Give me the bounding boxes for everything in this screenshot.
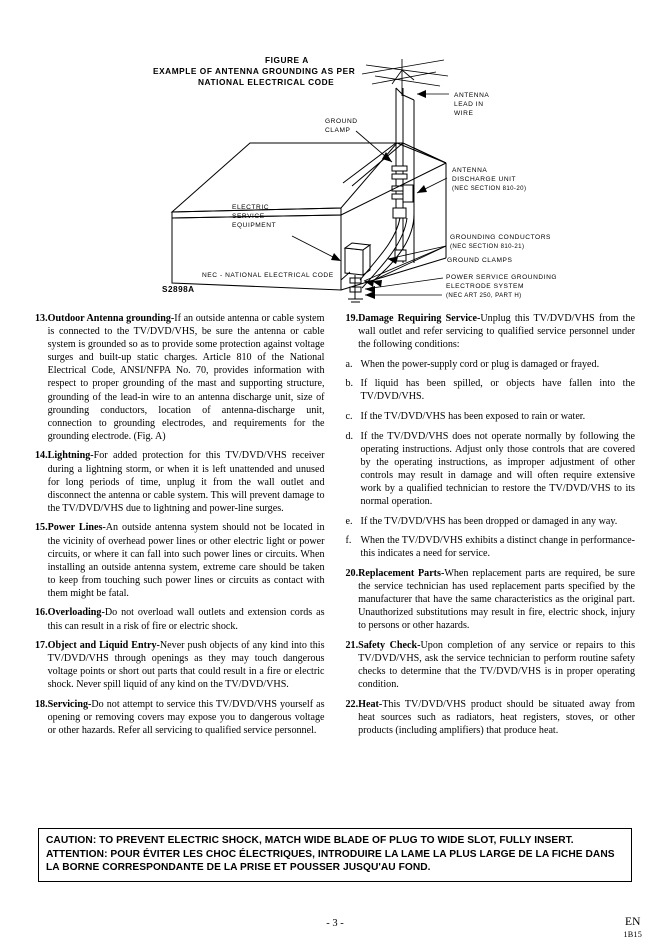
figure-title-line3: NATIONAL ELECTRICAL CODE [198,77,335,87]
instruction-body [48,449,325,514]
instruction-number: 15. [35,522,48,534]
instruction-text: When the TV/DVD/VHS exhibits a distinct change in performance-this indicates a need for service. [360,535,636,560]
instruction-text: When the power-supply cord or plug is damaged or frayed. [360,358,600,370]
instruction-body [361,534,636,560]
label-ground-clamp-1: GROUND [325,118,358,125]
label-electric-service-1: ELECTRIC [232,204,270,211]
figure-title-line1: FIGURE A [265,55,309,65]
instruction-body [358,698,635,737]
antenna-discharge-unit-graphic [403,185,413,202]
instruction-body [361,515,636,528]
instruction-item [346,639,636,691]
instruction-item [346,377,636,403]
safety-instructions-columns [35,312,635,744]
instruction-body [361,358,636,371]
instruction-text: For added protection for this TV/DVD/VHS receiver during a lightning storm, or when it is left unattended and unused for long periods of time, unplug it from the wall outlet and disconnect the antenna or cable system. This will prevent damage to the TV/DVD/VHS due to lightning and power-line surges. [47,450,325,514]
instruction-lead: Object and Liquid Entry- [47,640,160,652]
instruction-body [48,312,325,443]
instruction-item [35,606,325,632]
caution-notice-box [38,828,632,882]
instruction-text: If the TV/DVD/VHS has been dropped or damaged in any way. [360,515,618,527]
instruction-number: 19. [345,313,359,324]
instruction-body [48,606,325,632]
instruction-item [346,312,636,351]
right-text-column [346,312,636,744]
footer-document-code: 1B15 [623,929,642,939]
instruction-item [346,698,636,737]
instruction-item [346,430,636,509]
instruction-text: Upon completion of any service or repairs to this TV/DVD/VHS, ask the service technician to perform routine safety checks to determine that the TV/DVD/VHS is in proper operating condition. [358,639,635,691]
instruction-item [346,358,636,371]
label-drawing-code: S2898A [162,285,195,294]
footer-language-code: EN [625,916,641,928]
instruction-body [361,410,636,423]
instruction-number: e. [345,515,353,527]
instruction-text: When replacement parts are required, be sure the service technician has used replacement parts specified by the manufacturer that have the same characteristics as the original part. Unauthorized substitutions may result in fire, electric shock, injury to persons or other hazards. [358,568,635,632]
instruction-lead: Power Lines- [47,522,106,534]
caution-text-french: ATTENTION: POUR ÉVITER LES CHOC ÉLECTRIQUES, INTRODUIRE LA LAME LA PLUS LARGE DE LA FICHE DANS LA BORNE CORRESPONDANTE DE LA PRISE ET POUSSER JUSQU'AU FOND. [46,849,615,874]
instruction-lead: Replacement Parts- [358,568,445,579]
instruction-number: d. [345,430,354,442]
mast-clamp-graphics [392,166,407,261]
instruction-number: b. [345,378,354,390]
label-electric-service-2: SERVICE [232,213,265,220]
instruction-number: 16. [35,607,48,619]
instruction-body [358,639,635,691]
instruction-body [358,312,635,351]
left-text-column [35,312,325,744]
instruction-lead: Safety Check- [358,639,421,651]
instruction-item [35,449,325,514]
label-power-service-3: (NEC ART 250, PART H) [446,292,522,299]
instruction-lead: Overloading- [47,607,105,619]
label-grounding-conductors-2: (NEC SECTION 810-21) [450,243,525,250]
label-power-service-1: POWER SERVICE GROUNDING [446,274,558,281]
instruction-number: f. [345,535,352,547]
instruction-number: 13. [35,313,48,324]
instruction-text: An outside antenna system should not be located in the vicinity of overhead power lines or other electric light or power circuits, or where it can fall into such power lines or circuits. When installing an outside antenna system, extreme care should be taken to keep from touching such power lines or circuits as contact with them might be fatal. [47,522,325,599]
antenna-grounding-figure [0,0,670,305]
instruction-lead: Servicing- [47,699,92,711]
instruction-item [35,698,325,737]
instruction-lead: Lightning- [47,450,94,462]
label-antenna-discharge-3: (NEC SECTION 810-20) [452,185,527,192]
instruction-number: 22. [345,698,359,710]
page-number: - 3 - [326,918,344,929]
label-antenna-lead-in-3: WIRE [454,110,474,117]
instruction-item [35,639,325,691]
instruction-text: If the TV/DVD/VHS has been exposed to rain or water. [360,411,586,423]
label-antenna-lead-in-1: ANTENNA [454,92,490,99]
antenna-array-graphic [362,59,448,96]
instruction-item [346,567,636,632]
instruction-text: This TV/DVD/VHS product should be situated away from heat sources such as radiators, heat registers, stoves, or other products (including amplifiers) that produce heat. [358,698,635,737]
label-ground-clamps: GROUND CLAMPS [447,257,513,264]
instruction-text: Do not attempt to service this TV/DVD/VHS yourself as opening or removing covers may expose you to dangerous voltage or other hazards. Refer all servicing to qualified service personnel. [47,699,325,737]
instruction-number: 14. [35,450,48,462]
instruction-item [35,312,325,443]
instruction-body [48,639,325,691]
instruction-number: 18. [35,699,48,711]
instruction-item [35,521,325,600]
instruction-text: Unplug this TV/DVD/VHS from the wall outlet and refer servicing to qualified service personnel under the following conditions: [358,313,635,351]
figure-title-line2: EXAMPLE OF ANTENNA GROUNDING AS PER [153,66,356,76]
instruction-text: If the TV/DVD/VHS does not operate normally by following the operating instructions. Adjust only those controls that are covered by the operating instructions, as improper adjustment of other controls may result in damage and will often require extensive work by a qualified technician to restore the TV/DVD/VHS to its normal operation. [360,430,635,508]
instruction-body [361,430,636,509]
label-ground-clamp-2: CLAMP [325,127,351,134]
instruction-lead: Heat- [358,698,383,710]
instruction-text: Do not overload wall outlets and extension cords as this can result in a risk of fire or electric shock. [47,607,325,632]
instruction-text: If liquid has been spilled, or objects have fallen into the TV/DVD/VHS. [360,378,635,403]
label-nec-footnote: NEC - NATIONAL ELECTRICAL CODE [202,272,334,279]
instruction-lead: Damage Requiring Service- [358,313,481,324]
instruction-item [346,534,636,560]
instruction-number: 20. [345,568,359,579]
label-antenna-discharge-1: ANTENNA [452,167,488,174]
instruction-text: Never push objects of any kind into this TV/DVD/VHS through openings as they may touch dangerous voltage points or short out parts that could result in a fire or electric shock. Never spill liquid of any kind on the TV/DVD/VHS. [47,640,325,691]
label-electric-service-3: EQUIPMENT [232,222,277,229]
label-power-service-2: ELECTRODE SYSTEM [446,283,525,290]
footer-right-block [623,916,642,941]
instruction-body [358,567,635,632]
instruction-text: If an outside antenna or cable system is connected to the TV/DVD/VHS, be sure the antenna or cable system is grounded so as to provide some protection against voltage surges and built-up static charges. Article 810 of the National Electrical Code, ANSI/NFPA No. 70, provides information with respect to proper grounding of the mast and supporting structure, grounding of the lead-in wire to an antenna discharge unit, size of grounding conductors, location of antenna-discharge unit, connection to grounding electrodes, and requirements for the grounding electrode. (Fig. A) [47,313,325,442]
label-grounding-conductors-1: GROUNDING CONDUCTORS [450,234,551,241]
label-antenna-discharge-2: DISCHARGE UNIT [452,176,517,183]
electric-service-equipment-graphic [345,243,370,275]
instruction-body [48,698,325,737]
instruction-body [361,377,636,403]
instruction-body [48,521,325,600]
instruction-item [346,515,636,528]
instruction-number: 21. [345,639,359,651]
instruction-item [346,410,636,423]
instruction-lead: Outdoor Antenna grounding- [47,313,175,324]
caution-text-english: CAUTION: TO PREVENT ELECTRIC SHOCK, MATCH WIDE BLADE OF PLUG TO WIDE SLOT, FULLY INSERT. [46,835,574,846]
instruction-number: c. [345,411,353,423]
instruction-number: 17. [35,640,48,652]
label-antenna-lead-in-2: LEAD IN [454,101,484,108]
instruction-number: a. [345,358,353,370]
